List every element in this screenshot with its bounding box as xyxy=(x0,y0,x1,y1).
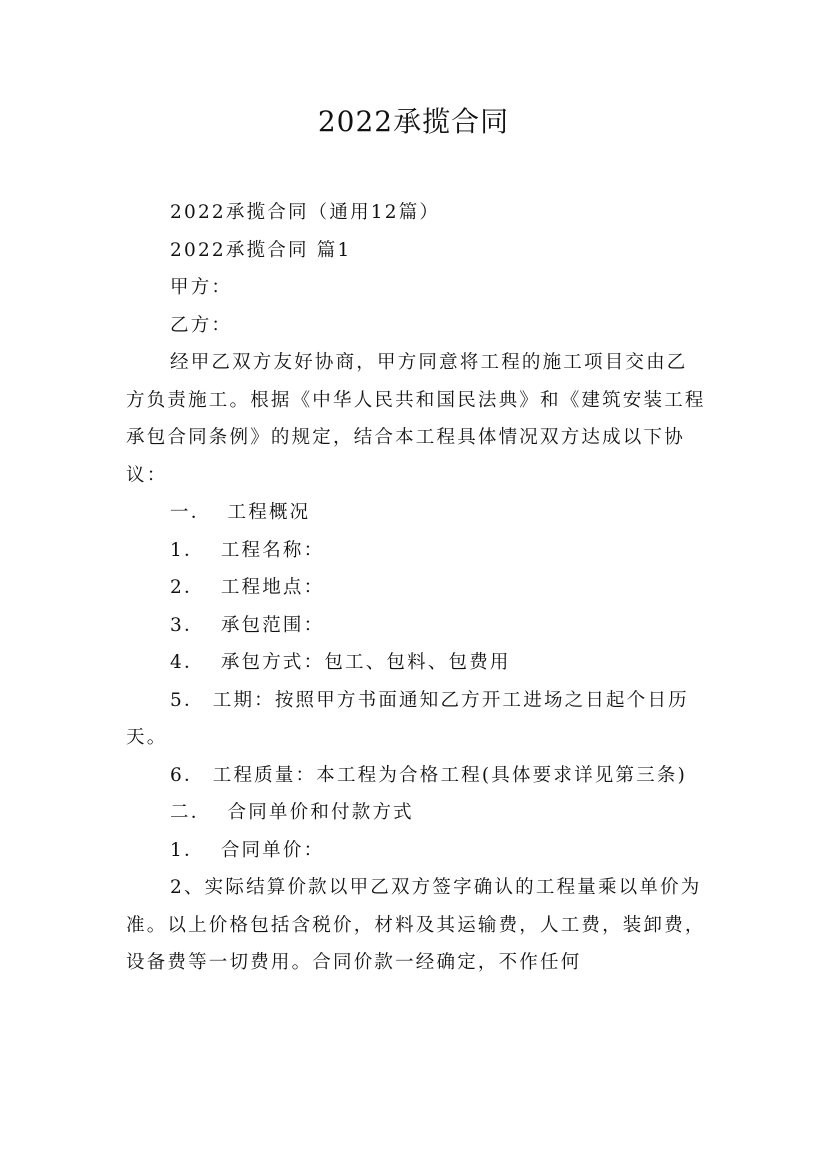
paragraph-section-heading: 2022承揽合同 篇1 xyxy=(170,239,352,261)
paragraph-project-location: 2． 工程地点： xyxy=(170,577,325,598)
paragraph-duration: 5． 工期：按照甲方书面通知乙方开工进场之日起个日历天。 xyxy=(126,689,689,748)
document-body xyxy=(126,194,706,982)
paragraph-contract-method: 4． 承包方式：包工、包料、包费用 xyxy=(170,652,511,673)
paragraph-quality: 6． 工程质量：本工程为合格工程(具体要求详见第三条) xyxy=(170,764,687,786)
paragraph-scope: 3． 承包范围： xyxy=(170,614,325,636)
paragraph-clause-1-heading: 一． 工程概况 xyxy=(170,502,311,523)
paragraph-preamble: 经甲乙双方友好协商，甲方同意将工程的施工项目交由乙方负责施工。根据《中华人民共和国民法典》和《建筑安装工程承包合同条例》的规定，结合本工程具体情况双方达成以下协议： xyxy=(126,352,706,486)
paragraph-settlement: 2、实际结算价款以甲乙双方签字确认的工程量乘以单价为准。以上价格包括含税价，材料及其运输费，人工费，装卸费，设备费等一切费用。合同价款一经确定，不作任何 xyxy=(126,877,706,973)
paragraph-toc-heading: 2022承揽合同（通用12篇） xyxy=(170,202,441,223)
paragraph-clause-2-heading: 二． 合同单价和付款方式 xyxy=(170,802,414,823)
paragraph-party-a: 甲方： xyxy=(170,277,233,298)
paragraph-party-b: 乙方： xyxy=(170,314,233,336)
document-title: 2022承揽合同 xyxy=(317,105,510,138)
paragraph-project-name: 1． 工程名称： xyxy=(170,539,325,561)
paragraph-unit-price: 1． 合同单价： xyxy=(170,839,325,861)
